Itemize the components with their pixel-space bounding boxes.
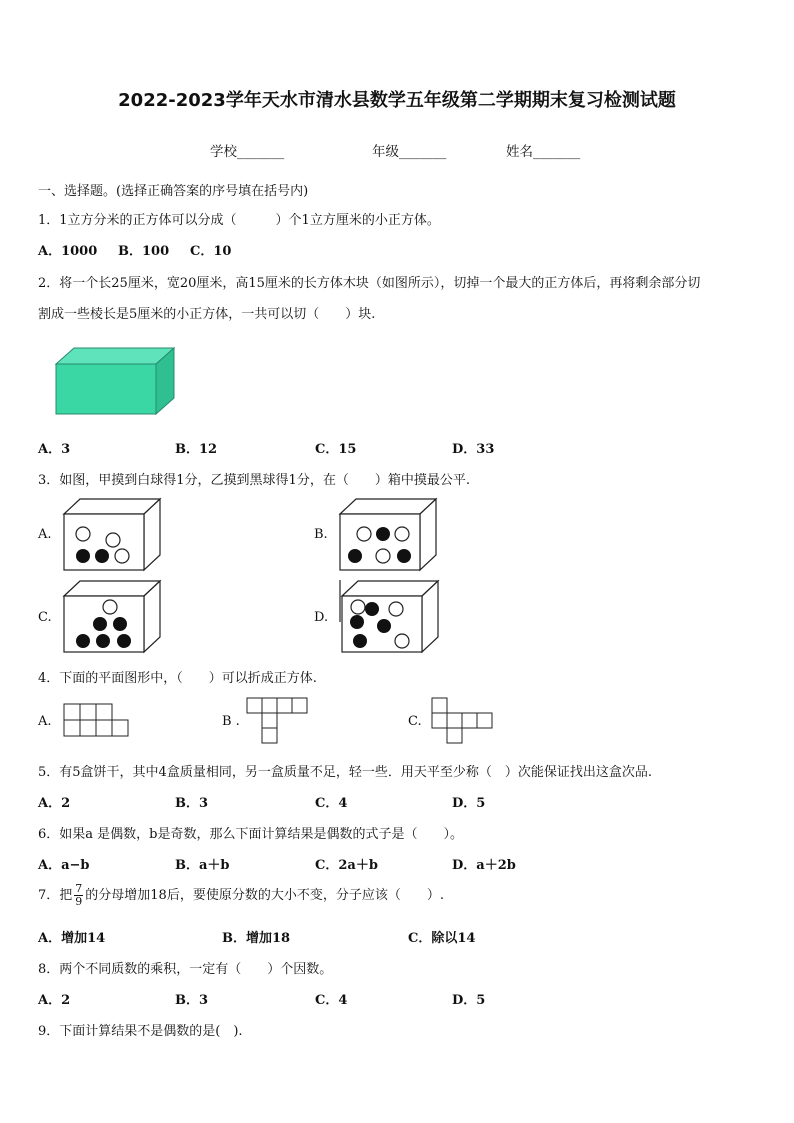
question-5: 5．有5盒饼干，其中4盒质量相同，另一盒质量不足，轻一些．用天平至少称（ ）次能保证找出这盒次品. — [38, 765, 652, 780]
black-ball — [93, 617, 107, 631]
q2-option-d: D．33 — [452, 442, 495, 457]
question-2-line1: 2．将一个长25厘米，宽20厘米，高15厘米的长方体木块（如图所示），切掉一个最大的正方体后，再将剩余部分切 — [38, 276, 701, 291]
q4-label-a: A. — [38, 714, 52, 729]
page-title: 2022-2023学年天水市清水县数学五年级第二学期期末复习检测试题 — [118, 90, 676, 111]
ball-box-b — [338, 498, 438, 572]
q8-option-d: D．5 — [452, 993, 486, 1008]
black-ball — [350, 615, 364, 629]
white-ball — [357, 527, 371, 541]
cube-net-c — [432, 698, 494, 746]
q8-option-b: B．3 — [175, 993, 209, 1008]
q5-option-d: D．5 — [452, 796, 486, 811]
question-3: 3．如图，甲摸到白球得1分，乙摸到黑球得1分，在（ ）箱中摸最公平. — [38, 473, 470, 488]
q5-option-c: C．4 — [315, 796, 348, 811]
question-7 — [38, 883, 444, 908]
black-ball — [397, 549, 411, 563]
ball-box-d — [338, 580, 442, 654]
question-1: 1．1立方分米的正方体可以分成（ ）个1立方厘米的小正方体。 — [38, 213, 440, 228]
black-ball — [95, 549, 109, 563]
black-ball — [353, 634, 367, 648]
cube-net-a — [64, 704, 132, 738]
cube-net-b — [247, 698, 309, 746]
q6-option-a: A．a−b — [38, 858, 90, 873]
question-6: 6．如果a 是偶数，b是奇数，那么下面计算结果是偶数的式子是（ ）。 — [38, 827, 463, 842]
school-field: 学校_______ — [210, 144, 285, 160]
white-ball — [351, 600, 365, 614]
white-ball — [103, 600, 117, 614]
black-ball — [348, 549, 362, 563]
q3-label-d: D. — [314, 610, 329, 625]
q7-suffix: 的分母增加18后，要使原分数的大小不变，分子应该（ ）. — [85, 888, 444, 903]
white-ball — [115, 549, 129, 563]
cuboid-figure — [54, 346, 178, 418]
q2-option-a: A．3 — [38, 442, 71, 457]
white-ball — [76, 527, 90, 541]
q7-option-b: B．增加18 — [222, 931, 291, 946]
black-ball — [76, 634, 90, 648]
fraction-denominator: 9 — [75, 895, 83, 908]
question-9: 9．下面计算结果不是偶数的是( ). — [38, 1024, 243, 1039]
white-ball — [395, 634, 409, 648]
q1-option-c: C．10 — [190, 244, 232, 259]
q6-option-d: D．a＋2b — [452, 858, 516, 873]
fraction-numerator: 7 — [75, 882, 83, 895]
q5-option-b: B．3 — [175, 796, 209, 811]
black-ball — [76, 549, 90, 563]
q3-label-c: C. — [38, 610, 52, 625]
name-field: 姓名_______ — [506, 144, 581, 160]
black-ball — [96, 634, 110, 648]
white-ball — [106, 533, 120, 547]
question-8: 8．两个不同质数的乘积，一定有（ ）个因数。 — [38, 962, 333, 977]
q3-label-b: B. — [314, 527, 328, 542]
q3-label-a: A. — [38, 527, 52, 542]
black-ball — [377, 619, 391, 633]
black-ball — [365, 602, 379, 616]
q5-option-a: A．2 — [38, 796, 71, 811]
black-ball — [117, 634, 131, 648]
fraction — [74, 883, 83, 908]
white-ball — [395, 527, 409, 541]
q7-prefix: 7．把 — [38, 888, 73, 903]
question-2-line2: 割成一些棱长是5厘米的小正方体，一共可以切（ ）块. — [38, 307, 376, 322]
q8-option-a: A．2 — [38, 993, 71, 1008]
q6-option-c: C．2a＋b — [315, 858, 378, 873]
ball-box-a — [62, 498, 162, 572]
question-4: 4．下面的平面图形中，（ ）可以折成正方体. — [38, 671, 317, 686]
white-ball — [376, 549, 390, 563]
black-ball — [376, 527, 390, 541]
grade-field: 年级_______ — [372, 144, 447, 160]
q1-option-b: B．100 — [118, 244, 170, 259]
black-ball — [113, 617, 127, 631]
section-heading: 一、选择题。(选择正确答案的序号填在括号内) — [38, 184, 309, 199]
q6-option-b: B．a＋b — [175, 858, 230, 873]
q2-option-c: C．15 — [315, 442, 357, 457]
q2-option-b: B．12 — [175, 442, 218, 457]
ball-box-c — [62, 580, 162, 654]
white-ball — [389, 602, 403, 616]
q7-option-a: A．增加14 — [38, 931, 106, 946]
q8-option-c: C．4 — [315, 993, 348, 1008]
q4-label-b: B . — [222, 714, 240, 729]
q4-label-c: C. — [408, 714, 422, 729]
q7-option-c: C．除以14 — [408, 931, 476, 946]
q1-option-a: A．1000 — [38, 244, 98, 259]
